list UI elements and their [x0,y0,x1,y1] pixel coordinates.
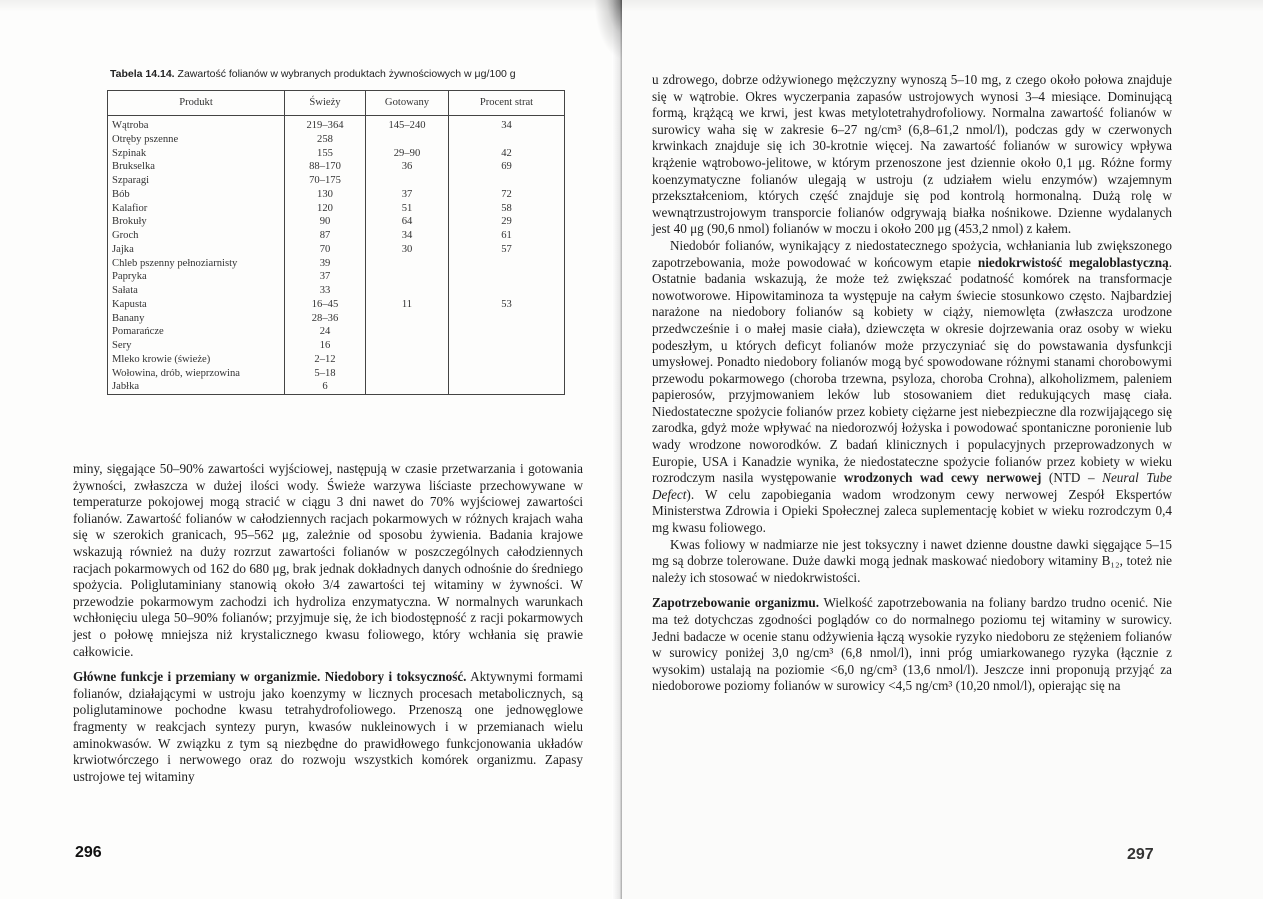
table-caption-label: Tabela 14.14. [110,68,175,80]
cell-loss [449,174,565,188]
cell-loss: 72 [449,188,565,202]
cell-cooked [366,367,449,381]
cell-product: Sery [108,339,285,353]
table-row [108,174,565,188]
header-produkt: Produkt [108,91,285,116]
table-row [108,215,565,229]
table-caption [110,68,580,80]
cell-fresh: 39 [285,257,366,271]
right-paragraph-3: Kwas foliowy w nadmiarze nie jest toksyczny i nawet dzienne doustne dawki sięgające 5–15 mg są dobrze tolerowane. Duże dawki mogą jednak maskować niedobory witaminy B₁₂, toteż nie należy ich stosować w niedokrwistości. [652,536,1172,585]
right-paragraph-2-b: . Ostatnie badania wskazują, że może też zwiększać podatność komórek na transformacje nowotworowe. Hipowitaminoza ta występuje na całym świecie stosunkowo często. Najbardziej narażone na niedobory folianów są kobiety w ciąży, niemowlęta (zwłaszcza urodzone przedwcześnie i o małej masie ciała), dziewczęta w okresie dojrzewania oraz osoby w wieku podeszłym, u których deficyt folianów może przyczyniać się do powstawania dysfunkcji umysłowej. Ponadto niedobory folianów mogą być spowodowane różnymi stanami chorobowymi przewodu pokarmowego (choroba trzewna, psyloza, choroba Crohna), alkoholizmem, paleniem papierosów, przyjmowaniem leków lub stosowaniem diet redukujących masę ciała. Niedostateczne spożycie folianów przez kobiety ciężarne jest niebezpieczne dla rozwijającego się zarodka, gdyż może wpływać na niedorozwój łożyska i powodować spontaniczne poronienie lub wady wrodzone noworodków. Z badań klinicznych i populacyjnych przeprowadzonych w Europie, USA i Kanadzie wynika, że niedostateczne spożycie folianów przez kobiety w wieku rozrodczym nasila występowanie [652,254,1172,486]
cell-product: Szpinak [108,147,285,161]
cell-cooked [366,257,449,271]
right-body-text [652,72,1172,695]
cell-cooked: 145–240 [366,116,449,133]
cell-cooked [366,380,449,394]
cell-cooked [366,339,449,353]
right-paragraph-1: u zdrowego, dobrze odżywionego mężczyzny wynoszą 5–10 mg, z czego około połowa znajduje się w wątrobie. Okres wyczerpania zapasów ustrojowych wynosi 3–4 miesiące. Dominującą formą, krążącą we krwi, jest kwas metylotetrahydrofoliowy. Normalna zawartość folianów w surowicy waha się w zakresie 6–27 ng/cm³ (6,8–61,2 nmol/l), podczas gdy w czerwonych krwinkach znajduje się ich 30-krotnie więcej. Na zawartość folianów w surowicy wpływa krążenie wątrobowo-jelitowe, w którym przenoszone jest dziennie około 0,1 μg. Różne formy koenzymatyczne folianów ulegają w ustroju (z udziałem wielu enzymów) wzajemnym przekształceniom, których część znajduje się pod kontrolą hormonalną. Dużą rolę w wewnątrzustrojowym transporcie folianów odgrywają białka nośnikowe. Dzienne wydalanych jest 40 μg (90,6 nmol) folianów w moczu i około 200 μg (453,2 nmol) z kałem. [652,72,1172,237]
cell-product: Banany [108,312,285,326]
cell-loss [449,353,565,367]
table-row [108,380,565,394]
cell-cooked [366,174,449,188]
cell-fresh: 219–364 [285,116,366,133]
folate-table [107,90,565,395]
cell-loss: 34 [449,116,565,133]
cell-cooked [366,312,449,326]
table-row [108,270,565,284]
cell-fresh: 16–45 [285,298,366,312]
cell-fresh: 5–18 [285,367,366,381]
cell-fresh: 16 [285,339,366,353]
term-neural-tube-defects: wrodzonych wad cewy nerwowej [843,470,1042,486]
cell-loss: 58 [449,202,565,216]
cell-cooked [366,133,449,147]
header-swiezy: Świeży [285,91,366,116]
cell-fresh: 33 [285,284,366,298]
header-procent-strat: Procent strat [449,91,565,116]
cell-product: Kapusta [108,298,285,312]
cell-product: Kalafior [108,202,285,216]
cell-product: Bób [108,188,285,202]
cell-loss [449,133,565,147]
cell-loss: 69 [449,160,565,174]
table-caption-text: Zawartość folianów w wybranych produktach żywnościowych w μg/100 g [174,68,516,80]
cell-cooked: 36 [366,160,449,174]
header-gotowany: Gotowany [366,91,449,116]
scan-edge-shade [0,0,1263,12]
left-paragraph-1: miny, sięgające 50–90% zawartości wyjściowej, następują w czasie przetwarzania i gotowania żywności, zwłaszcza w dużej ilości wody. Świeże warzywa liściaste przechowywane w temperaturze pokojowej mogą stracić w ciągu 3 dni nawet do 70% wyjściowej zawartości folianów. Zawartość folianów w całodziennych racjach pokarmowych w różnych krajach waha się w szerokich granicach, 95–562 μg, zależnie od sposobu żywienia. Badania krajowe wskazują również na duży rozrzut zawartości folianów w poszczególnych całodziennych racjach pokarmowych od 162 do 680 μg, brak jednak dokładnych danych odnośnie do średniego spożycia. Poliglutaminiany stanowią około 3/4 zawartości tej witaminy w żywności. W przewodzie pokarmowym zachodzi ich hydroliza enzymatyczna. W normalnych warunkach wchłonięciu ulega 50–90% folianów; przyjmuje się, że ich biodostępność z racji pokarmowych jest o połowę mniejsza niż krystalicznego kwasu foliowego, który wchłania się prawie całkowicie. [73,461,583,659]
section-heading-requirements: Zapotrzebowanie organizmu. [652,595,819,611]
table-row [108,257,565,271]
cell-fresh: 28–36 [285,312,366,326]
term-ntd-english: Neural Tube Defect [652,470,1172,502]
cell-product: Otręby pszenne [108,133,285,147]
table-row [108,325,565,339]
cell-cooked [366,284,449,298]
cell-loss [449,380,565,394]
table-row [108,367,565,381]
cell-cooked: 64 [366,215,449,229]
cell-cooked: 30 [366,243,449,257]
cell-cooked [366,325,449,339]
right-paragraph-4-body: Wielkość zapotrzebowania na foliany bardzo trudno ocenić. Nie ma też dotychczas zgodności poglądów co do normalnego poziomu tej witaminy w surowicy. Jedni badacze w ocenie stanu odżywienia łączą wysokie ryzyko niedoboru ze stężeniem folianów w surowicy poniżej 3,0 ng/cm³ (6,8 nmol/l), inni próg umiarkowanego ryzyka (łącznie z wysokim) ustalają na poziomie <6,0 ng/cm³ (13,6 nmol/l). Jeszcze inni proponują przyjąć za niedoborowe poziomy folianów w surowicy <4,5 ng/cm³ (10,20 nmol/l), opierając się na [652,595,1172,694]
cell-fresh: 88–170 [285,160,366,174]
page-number-right: 297 [1127,846,1154,863]
cell-loss [449,325,565,339]
cell-fresh: 155 [285,147,366,161]
cell-fresh: 24 [285,325,366,339]
table-row [108,116,565,133]
cell-fresh: 70–175 [285,174,366,188]
cell-product: Sałata [108,284,285,298]
section-heading-functions: Główne funkcje i przemiany w organizmie. Niedobory i toksyczność. [73,669,467,685]
table-row [108,312,565,326]
cell-loss: 53 [449,298,565,312]
table-body [108,116,565,395]
cell-product: Papryka [108,270,285,284]
term-megaloblastic-anemia: niedokrwistość megaloblastyczną [977,254,1169,270]
right-paragraph-2 [652,238,1172,537]
right-paragraph-2-a: Niedobór folianów, wynikający z niedostatecznego spożycia, wchłaniania lub zwiększonego zapotrzebowania, może powodować w końcowym etapie [652,237,1172,270]
table-row [108,284,565,298]
table-row [108,147,565,161]
cell-loss: 29 [449,215,565,229]
right-page [622,0,1263,899]
cell-cooked: 37 [366,188,449,202]
cell-cooked: 29–90 [366,147,449,161]
cell-loss [449,257,565,271]
cell-product: Groch [108,229,285,243]
left-paragraph-2-body: Aktywnymi formami folianów, działającymi w ustroju jako koenzymy w licznych procesach metabolicznych, są poliglutaminowe pochodne kwasu tetrahydrofoliowego. Przenoszą one jednowęglowe fragmenty w reakcjach syntezy puryn, kwasów nukleinowych i w przemianach wielu aminokwasów. W związku z tym są niezbędne do prawidłowego funkcjonowania układów krwiotwórczego i nerwowego oraz do rozwoju wszystkich komórek organizmu. Zapasy ustrojowe tej witaminy [73,669,583,784]
right-paragraph-2-d: ). W celu zapobiegania wadom wrodzonym cewy nerwowej Zespół Ekspertów Ministerstwa Zdrowia i Opieki Społecznej zaleca suplementację kobiet w wieku rozrodczym 0,4 mg kwasu foliowego. [652,486,1172,536]
cell-fresh: 70 [285,243,366,257]
table-row [108,298,565,312]
left-page [0,0,620,899]
right-paragraph-4 [652,595,1172,695]
cell-cooked: 34 [366,229,449,243]
cell-product: Jajka [108,243,285,257]
cell-loss: 42 [449,147,565,161]
cell-fresh: 2–12 [285,353,366,367]
cell-loss: 57 [449,243,565,257]
cell-fresh: 6 [285,380,366,394]
cell-product: Pomarańcze [108,325,285,339]
cell-product: Jabłka [108,380,285,394]
cell-loss: 61 [449,229,565,243]
cell-cooked: 51 [366,202,449,216]
cell-fresh: 37 [285,270,366,284]
cell-product: Wątroba [108,116,285,133]
table-row [108,202,565,216]
left-body-text [73,461,583,785]
table-row [108,353,565,367]
cell-fresh: 258 [285,133,366,147]
cell-fresh: 90 [285,215,366,229]
table-header-row [108,91,565,116]
cell-loss [449,284,565,298]
table-row [108,229,565,243]
cell-product: Mleko krowie (świeże) [108,353,285,367]
cell-product: Wołowina, drób, wieprzowina [108,367,285,381]
cell-loss [449,339,565,353]
cell-cooked: 11 [366,298,449,312]
cell-product: Brukselka [108,160,285,174]
table-row [108,160,565,174]
table-row [108,243,565,257]
cell-fresh: 87 [285,229,366,243]
cell-product: Brokuły [108,215,285,229]
cell-fresh: 130 [285,188,366,202]
cell-loss [449,312,565,326]
table-row [108,133,565,147]
cell-loss [449,367,565,381]
cell-product: Chleb pszenny pełnoziarnisty [108,257,285,271]
cell-product: Szparagi [108,174,285,188]
left-paragraph-2 [73,669,583,785]
page-number-left: 296 [75,844,102,861]
cell-loss [449,270,565,284]
table-row [108,188,565,202]
right-paragraph-2-c: (NTD – [1041,470,1103,486]
cell-cooked [366,353,449,367]
table-row [108,339,565,353]
cell-cooked [366,270,449,284]
cell-fresh: 120 [285,202,366,216]
